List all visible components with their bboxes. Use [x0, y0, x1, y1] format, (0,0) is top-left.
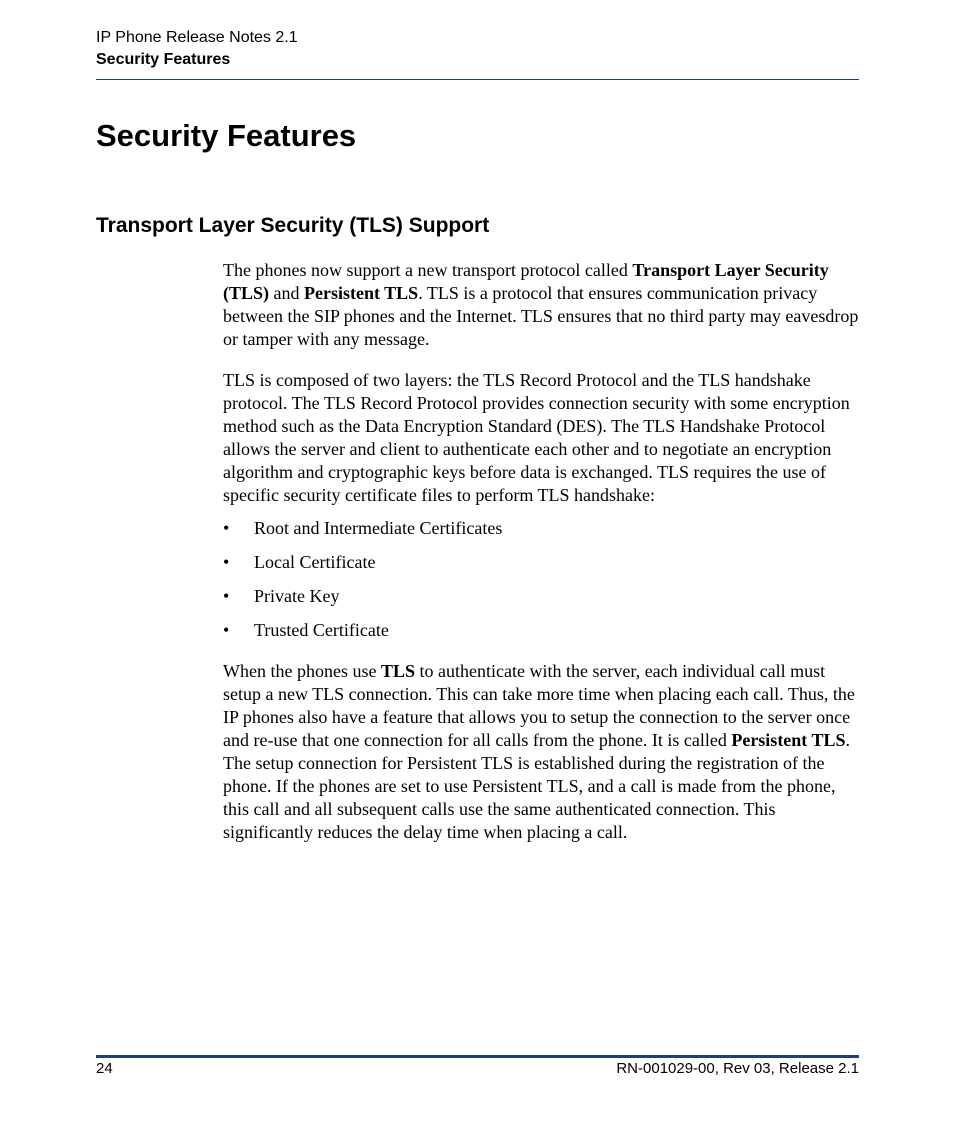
list-item — [223, 585, 859, 608]
bold-term-persistent-tls: Persistent TLS — [304, 283, 419, 303]
header-divider — [96, 79, 859, 80]
bold-term-tls: TLS — [380, 661, 415, 681]
list-item — [223, 517, 859, 540]
paragraph-intro — [223, 259, 859, 351]
certificate-list — [223, 517, 859, 642]
bullet-marker: • — [223, 552, 230, 572]
paragraph-persistent-tls — [223, 660, 859, 844]
page-number: 24 — [96, 1060, 113, 1077]
footer-divider — [96, 1055, 859, 1058]
list-item — [223, 551, 859, 574]
list-item-text: Private Key — [254, 586, 340, 606]
section-heading: Transport Layer Security (TLS) Support — [96, 214, 490, 237]
paragraph-intro-text-1: The phones now support a new transport protocol called — [223, 260, 633, 280]
body-column — [223, 259, 859, 862]
page-footer — [96, 1059, 859, 1079]
list-item-text: Root and Intermediate Certificates — [254, 518, 503, 538]
paragraph-tls-layers: TLS is composed of two layers: the TLS Record Protocol and the TLS handshake protocol. The TLS Record Protocol provides connection security with some encryption method such as the Data Encryption Standard (DES). The TLS Handshake Protocol allows the server and client to authenticate each other and to negotiate an encryption algorithm and cryptographic keys before data is exchanged. TLS requires the use of specific security certificate files to perform TLS handshake: — [223, 370, 850, 505]
bullet-marker: • — [223, 620, 230, 640]
bold-term-transport-layer-security: Transport Layer Security (TLS) — [223, 260, 829, 303]
paragraph-persistent-text-1: When the phones use — [223, 661, 381, 681]
paragraph-intro-text-2: and — [269, 283, 305, 303]
running-header — [96, 27, 859, 72]
list-item-text: Local Certificate — [254, 552, 376, 572]
paragraph-persistent-text-2: to authenticate with the server, each individual call must setup a new TLS connection. This can take more time when placing each call. Thus, the IP phones also have a feature that allows you to setup the connection to the server once and re-use that one connection for all calls from the phone. It is called — [223, 661, 855, 750]
list-item-text: Trusted Certificate — [254, 620, 389, 640]
paragraph-persistent-text-3: . The setup connection for Persistent TLS is established during the registration of the phone. If the phones are set to use Persistent TLS, and a call is made from the phone, this call and all subsequent calls use the same authenticated connection. This significantly reduces the delay time when placing a call. — [223, 730, 850, 842]
page-title: Security Features — [96, 118, 357, 153]
bullet-marker: • — [223, 586, 230, 606]
list-item — [223, 619, 859, 642]
bold-term-persistent-tls: Persistent TLS — [731, 730, 846, 750]
document-id: RN-001029-00, Rev 03, Release 2.1 — [616, 1060, 859, 1077]
header-doc-title: IP Phone Release Notes 2.1 — [96, 29, 298, 46]
paragraph-intro-text-3: . TLS is a protocol that ensures communication privacy between the SIP phones and the Internet. TLS ensures that no third party may eavesdrop or tamper with any message. — [223, 283, 859, 349]
header-section-name: Security Features — [96, 51, 231, 68]
bullet-marker: • — [223, 518, 230, 538]
